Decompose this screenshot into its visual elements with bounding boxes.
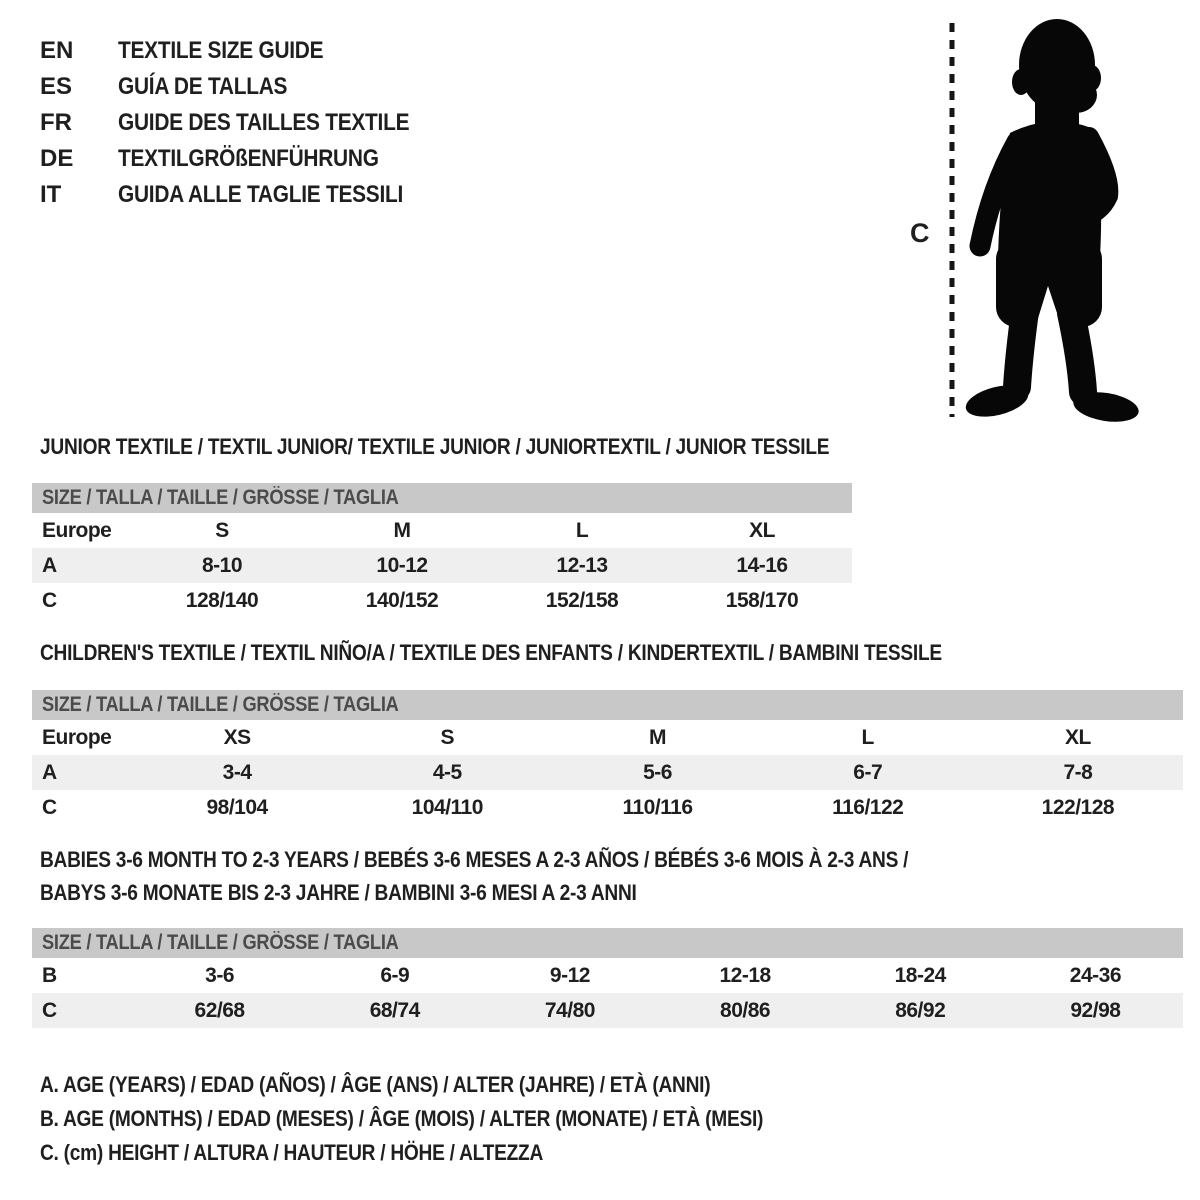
value-cell: 3-6 (205, 963, 234, 987)
value-cell: 110/116 (622, 795, 693, 819)
children-section-title: CHILDREN'S TEXTILE / TEXTIL NIÑO/A / TEXTILE DES ENFANTS / KINDERTEXTIL / BAMBINI TESSILE (40, 640, 942, 665)
height-measure-label: C (910, 218, 930, 248)
language-title: GUIDA ALLE TAGLIE TESSILI (118, 181, 404, 208)
table-row (32, 790, 1183, 825)
value-cell: 116/122 (832, 795, 904, 819)
babies-section-title-line2: BABYS 3-6 MONATE BIS 2-3 JAHRE / BAMBINI 3-6 MESI A 2-3 ANNI (40, 880, 637, 905)
table-row (32, 993, 1183, 1028)
value-cell: M (648, 725, 666, 749)
junior-section-title: JUNIOR TEXTILE / TEXTIL JUNIOR/ TEXTILE JUNIOR / JUNIORTEXTIL / JUNIOR TESSILE (40, 434, 830, 459)
language-title: GUÍA DE TALLAS (118, 73, 288, 100)
value-cell: 24-36 (1069, 963, 1122, 987)
language-title: GUIDE DES TAILLES TEXTILE (118, 109, 410, 136)
junior-size-table (32, 483, 852, 618)
language-code: IT (40, 181, 62, 208)
value-cell: 18-24 (894, 963, 946, 987)
value-cell: 10-12 (376, 553, 428, 577)
value-cell: 14-16 (736, 553, 788, 577)
value-cell: 6-9 (380, 963, 410, 987)
table-header: SIZE / TALLA / TAILLE / GRÖSSE / TAGLIA (32, 483, 852, 513)
table-row (32, 720, 1183, 755)
value-cell: 74/80 (544, 998, 595, 1022)
table-row (32, 513, 852, 548)
toddler-silhouette-icon (940, 15, 1155, 423)
value-cell: XL (749, 518, 775, 542)
value-cell: S (215, 518, 229, 542)
babies-size-table (32, 928, 1183, 1028)
table-row (32, 755, 1183, 790)
row-label-cell: C (42, 795, 57, 819)
row-label-cell: Europe (42, 518, 112, 542)
language-row (40, 105, 453, 141)
value-cell: 80/86 (720, 998, 771, 1022)
baby-silhouette (963, 19, 1141, 423)
children-size-table (32, 690, 1183, 825)
table-row (32, 958, 1183, 993)
row-label-cell: C (42, 998, 57, 1022)
legend-line-a: A. AGE (YEARS) / EDAD (AÑOS) / ÂGE (ANS) / ALTER (JAHRE) / ETÀ (ANNI) (40, 1072, 711, 1097)
language-title: TEXTILGRÖßENFÜHRUNG (118, 145, 379, 172)
row-label-cell: A (42, 553, 57, 577)
value-cell: 158/170 (725, 588, 799, 612)
legend-line-b: B. AGE (MONTHS) / EDAD (MESES) / ÂGE (MOIS) / ALTER (MONATE) / ETÀ (MESI) (40, 1106, 764, 1131)
value-cell: 6-7 (853, 760, 883, 784)
language-row (40, 141, 453, 177)
value-cell: 9-12 (549, 963, 590, 987)
value-cell: 12-18 (719, 963, 771, 987)
row-label-cell: C (42, 588, 57, 612)
value-cell: 104/110 (411, 795, 483, 819)
legend-line-c: C. (cm) HEIGHT / ALTURA / HAUTEUR / HÖHE / ALTEZZA (40, 1140, 544, 1165)
value-cell: 122/128 (1041, 795, 1115, 819)
value-cell: XL (1064, 725, 1091, 749)
language-row (40, 33, 453, 69)
value-cell: L (575, 518, 589, 542)
value-cell: 7-8 (1063, 760, 1093, 784)
language-code: DE (40, 145, 74, 172)
value-cell: L (861, 725, 874, 749)
language-code: FR (40, 109, 72, 136)
table-row (32, 548, 852, 583)
value-cell: 62/68 (194, 998, 245, 1022)
table-header: SIZE / TALLA / TAILLE / GRÖSSE / TAGLIA (32, 690, 1183, 720)
language-title-block (40, 33, 453, 213)
value-cell: S (440, 725, 455, 749)
value-cell: 92/98 (1070, 998, 1121, 1022)
babies-section-title-line1: BABIES 3-6 MONTH TO 2-3 YEARS / BEBÉS 3-6 MESES A 2-3 AÑOS / BÉBÉS 3-6 MOIS À 2-3 ANS / (40, 847, 909, 872)
measurement-legend (40, 1068, 871, 1170)
value-cell: 68/74 (369, 998, 420, 1022)
value-cell: 140/152 (365, 588, 439, 612)
row-label-cell: Europe (42, 725, 112, 749)
value-cell: 3-4 (222, 760, 252, 784)
value-cell: 98/104 (206, 795, 268, 819)
value-cell: 86/92 (895, 998, 946, 1022)
language-title: TEXTILE SIZE GUIDE (118, 37, 324, 64)
value-cell: 4-5 (432, 760, 462, 784)
row-label-cell: B (42, 963, 57, 987)
value-cell: M (393, 518, 411, 542)
table-header: SIZE / TALLA / TAILLE / GRÖSSE / TAGLIA (32, 928, 1183, 958)
row-label-cell: A (42, 760, 57, 784)
value-cell: XS (223, 725, 251, 749)
value-cell: 152/158 (545, 588, 619, 612)
language-code: ES (40, 73, 73, 100)
value-cell: 128/140 (185, 588, 259, 612)
value-cell: 12-13 (556, 553, 608, 577)
value-cell: 5-6 (643, 760, 672, 784)
table-row (32, 583, 852, 618)
language-code: EN (40, 37, 74, 64)
language-row (40, 177, 453, 213)
value-cell: 8-10 (201, 553, 243, 577)
language-row (40, 69, 453, 105)
